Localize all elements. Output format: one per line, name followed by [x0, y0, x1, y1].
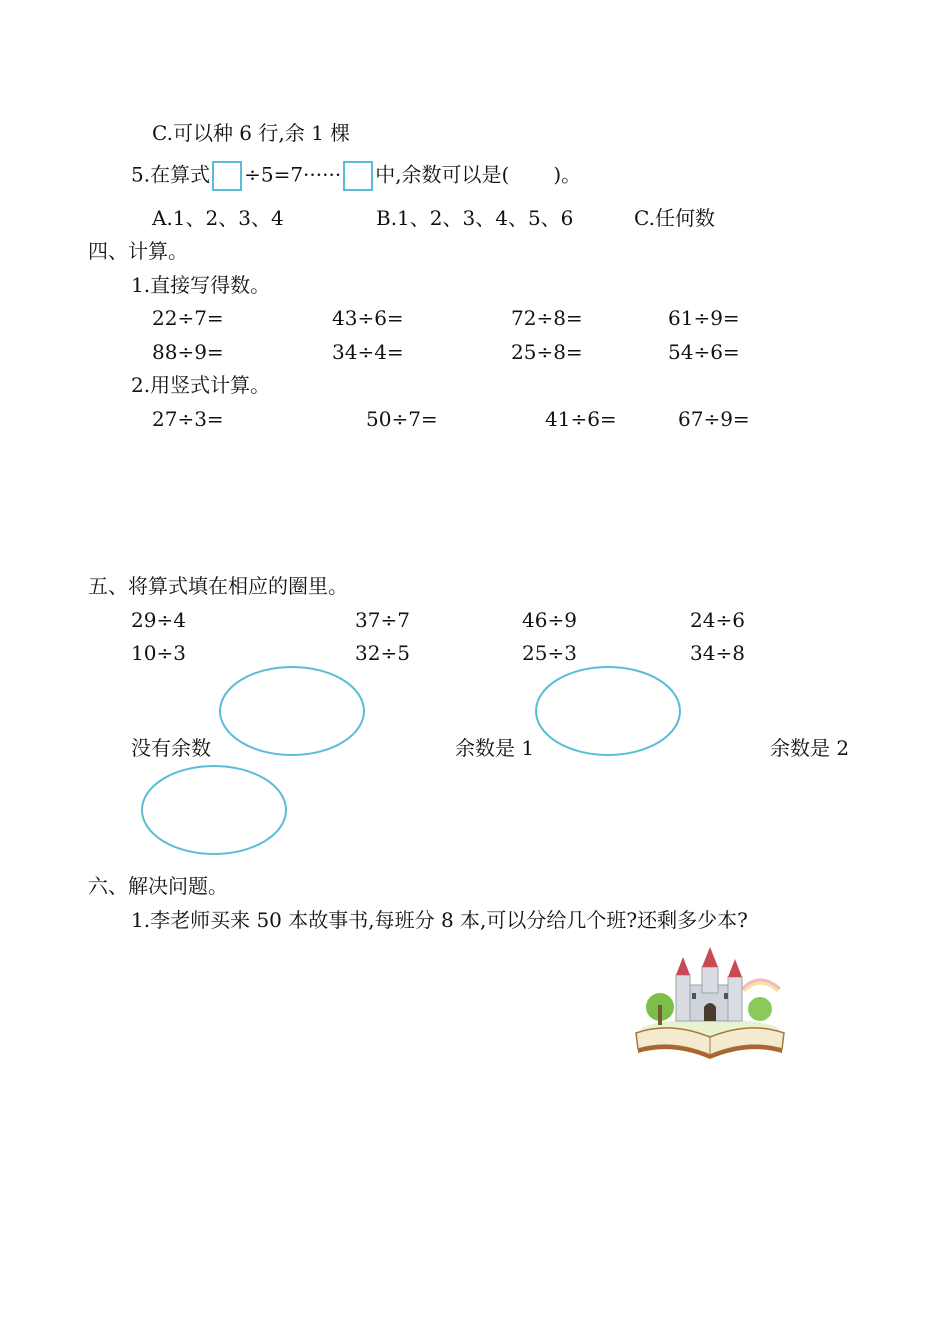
calc-item: 88÷9=	[152, 340, 224, 364]
expression-item: 10÷3	[131, 641, 186, 665]
oval-remainder-2[interactable]	[142, 766, 286, 854]
label-no-remainder: 没有余数	[131, 736, 211, 760]
calc-item: 54÷6=	[668, 340, 740, 364]
q5-option-b: B.1、2、3、4、5、6	[376, 206, 574, 230]
calc-item: 72÷8=	[511, 306, 583, 330]
section-4-title: 四、计算。	[88, 239, 188, 263]
vertical-calc-item: 41÷6=	[545, 407, 617, 431]
vertical-calc-item: 67÷9=	[678, 407, 750, 431]
option-c-text: C.可以种 6 行,余 1 棵	[152, 121, 351, 145]
q5-option-c: C.任何数	[634, 206, 715, 230]
expression-item: 29÷4	[131, 608, 186, 632]
calc-item: 22÷7=	[152, 306, 224, 330]
section-5-title: 五、将算式填在相应的圈里。	[88, 574, 348, 598]
calc-item: 34÷4=	[332, 340, 404, 364]
castle-book-illustration	[630, 945, 790, 1060]
q5-end: )。	[553, 162, 582, 187]
expression-item: 24÷6	[690, 608, 745, 632]
calc-item: 25÷8=	[511, 340, 583, 364]
oval-remainder-1[interactable]	[536, 667, 680, 755]
problem-1: 1.李老师买来 50 本故事书,每班分 8 本,可以分给几个班?还剩多少本?	[131, 908, 748, 932]
q5-suffix: 中,余数可以是(	[375, 162, 510, 187]
section-6-title: 六、解决问题。	[88, 874, 228, 898]
q5-option-a: A.1、2、3、4	[152, 206, 284, 230]
vertical-calc-item: 27÷3=	[152, 407, 224, 431]
label-remainder-2: 余数是 2	[770, 736, 850, 760]
part2-title: 2.用竖式计算。	[131, 373, 271, 397]
vertical-calc-item: 50÷7=	[366, 407, 438, 431]
calc-item: 43÷6=	[332, 306, 404, 330]
part1-title: 1.直接写得数。	[131, 273, 271, 297]
q5-middle: ÷5=7······	[244, 162, 342, 187]
expression-item: 32÷5	[355, 641, 410, 665]
expression-item: 34÷8	[690, 641, 745, 665]
label-remainder-1: 余数是 1	[455, 736, 535, 760]
expression-item: 37÷7	[355, 608, 410, 632]
expression-item: 25÷3	[522, 641, 577, 665]
q5-prefix: 5.在算式	[131, 162, 211, 187]
expression-item: 46÷9	[522, 608, 577, 632]
oval-no-remainder[interactable]	[220, 667, 364, 755]
calc-item: 61÷9=	[668, 306, 740, 330]
